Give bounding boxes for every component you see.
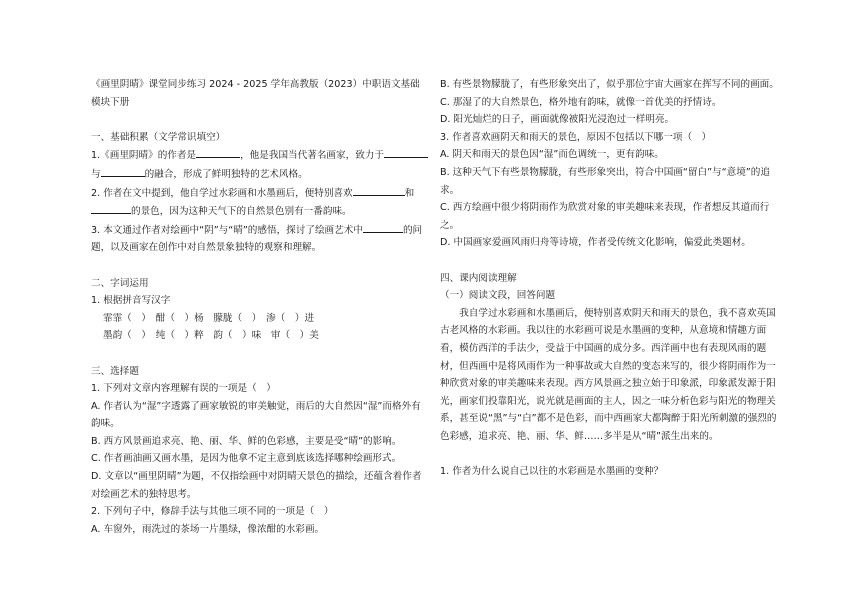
section2-heading: 二、字词运用	[91, 277, 149, 289]
left-column	[91, 76, 429, 538]
document-title: 《画里阴晴》课堂同步练习 2024 - 2025 学年高教版（2023）中职语文基础模块下册	[91, 79, 420, 108]
option-3-1-c: C. 作者画油画又画水墨，是因为他拿不定主意到底该选择哪种绘画形式。	[91, 453, 402, 465]
passage-text: 我自学过水彩画和水墨画后，便特别喜欢阴天和雨天的景色，我不喜欢英国古老风格的水彩画。我以往的水彩画可说是水墨画的变种，从意境和情趣方面看，模仿西洋的手法少，受益于中国画的成分多。西洋画中也有表现风雨的题材，但西画中是将风雨作为一种事故或大自然的变态来写的，很少将阴雨作为一种欣赏对象的审美趣味来表现。西方风景画之独立始于印象派，印象派发源于阳光，画家们投靠阳光，说光就是画面的主人，因之一味分析色彩与阳光的物理关系，甚至说“黑”与“白”都不是色彩，而中西画家大都陶醉于阳光所刺激的强烈的色彩感，追求亮、艳、丽、华、鲜……多半是从“晴”派生出来的。	[440, 307, 777, 442]
option-3-2-c: C. 那湿了的大自然景色，格外地有韵味，就像一首优美的抒情诗。	[440, 96, 722, 108]
section4-heading: 四、课内阅读理解	[440, 272, 517, 284]
option-3-2-d: D. 阳光灿烂的日子，画面就像被阳光浸泡过一样明亮。	[440, 114, 675, 126]
reading-passage	[440, 305, 783, 446]
option-3-3-b: B. 这种天气下有些景物朦胧，有些形象突出，符合中国画“留白”与“意境”的追求。	[440, 166, 770, 196]
option-3-3-d: D. 中国画家爱画风雨归舟等诗境，作者受传统文化影响，偏爱此类题材。	[440, 237, 751, 249]
answer-blank[interactable]	[91, 202, 131, 214]
section1-heading: 一、基础积累（文学常识填空）	[91, 131, 226, 143]
question-1-3: 3. 本文通过作者对绘画中“阴”与“晴”的感悟，探讨了绘画艺术中 的问题，以及画家在创作中对自然景象独特的观察和理解。	[91, 221, 429, 257]
question-1-1: 1.《画里阴晴》的作者是 ，他是我国当代著名画家，致力于与 的融合，形成了鲜明独特的艺术风格。	[91, 146, 429, 183]
option-3-3-c: C. 西方绘画中很少将阴雨作为欣赏对象的审美趣味来表现，作者想反其道而行之。	[440, 202, 770, 231]
question-3-3: 3. 作者喜欢画阴天和雨天的景色，原因不包括以下哪一项（ ）	[440, 131, 712, 143]
reading-instruction: （一）阅读文段，回答问题	[440, 290, 556, 302]
option-3-1-a: A. 作者认为“湿”字透露了画家敏锐的审美触觉，雨后的大自然因“湿”而格外有韵味。	[91, 400, 421, 430]
pinyin-row-1: 霏霏（ ） 酣（ ）杨 朦胧（ ） 渗（ ）进	[103, 312, 315, 324]
answer-blank[interactable]	[196, 146, 240, 158]
pinyin-instruction: 1. 根据拼音写汉字	[91, 295, 171, 307]
pinyin-row-2: 墨韵（ ） 纯（ ）粹 韵（ ）味 审（ ）美	[103, 330, 319, 342]
section3-heading: 三、选择题	[91, 365, 139, 377]
answer-blank[interactable]	[353, 184, 405, 196]
question-3-1: 1. 下列对文章内容理解有误的一项是（ ）	[91, 383, 276, 395]
answer-blank[interactable]	[363, 221, 403, 233]
question-3-2: 2. 下列句子中，修辞手法与其他三项不同的一项是（ ）	[91, 506, 334, 518]
question-4-1: 1. 作者为什么说自己以往的水彩画是水墨画的变种？	[440, 466, 664, 478]
question-1-2: 2. 作者在文中提到，他自学过水彩画和水墨画后，便特别喜欢 和的景色，因为这种天气下的自然景色别有一番韵味。	[91, 184, 429, 221]
right-column	[440, 76, 783, 481]
option-3-1-d: D. 文章以“画里阴晴”为题，不仅指绘画中对阴晴天景色的描绘，还蕴含着作者对绘画艺术的独特思考。	[91, 471, 422, 500]
option-3-2-b: B. 有些景物朦胧了，有些形象突出了，似乎那位宇宙大画家在挥写不同的画面。	[440, 79, 779, 90]
answer-blank[interactable]	[384, 146, 428, 158]
answer-blank[interactable]	[101, 165, 145, 177]
option-3-3-a: A. 阴天和雨天的景色因“湿”而色调统一，更有韵味。	[440, 149, 664, 161]
option-3-1-b: B. 西方风景画追求亮、艳、丽、华、鲜的色彩感，主要是受“晴”的影响。	[91, 435, 402, 447]
option-3-2-a: A. 车窗外，雨洗过的茶场一片墨绿，像浓酣的水彩画。	[91, 523, 325, 535]
